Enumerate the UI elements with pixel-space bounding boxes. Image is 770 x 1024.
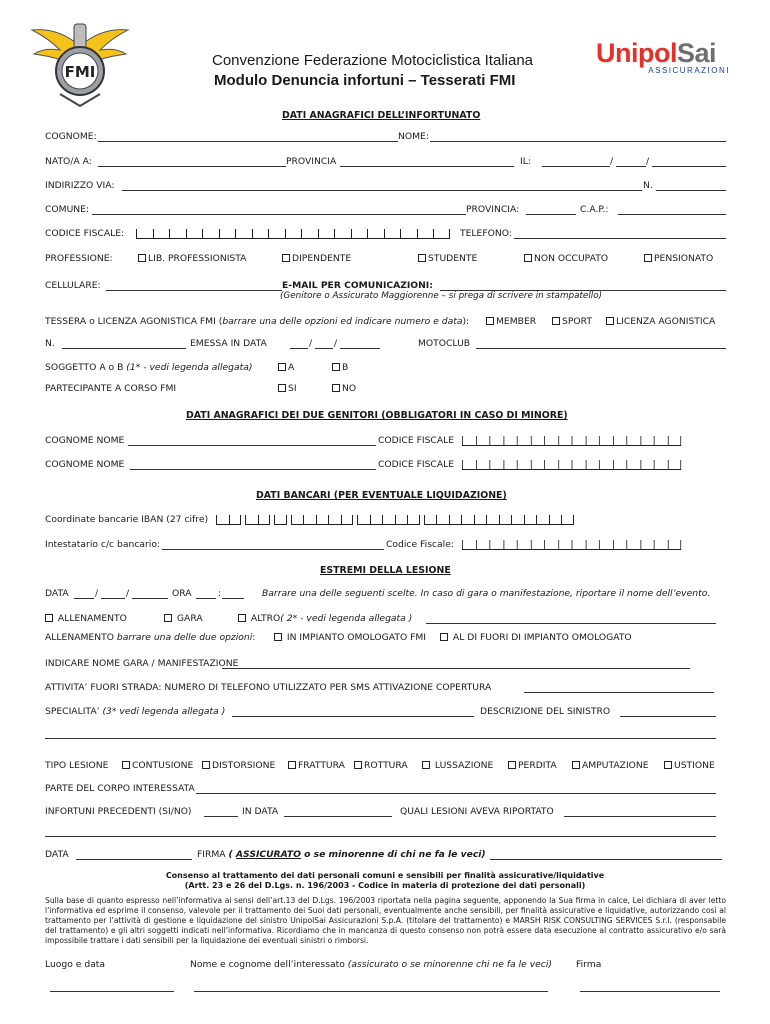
checkbox-icon[interactable]: [486, 317, 494, 325]
cap-field[interactable]: [618, 214, 726, 215]
provincia-field[interactable]: [340, 166, 514, 167]
label-genitore-1-cf: CODICE FISCALE: [378, 435, 455, 446]
firma-note-open: (: [228, 849, 236, 860]
checkbox-icon[interactable]: [274, 633, 282, 641]
choice-option-gara[interactable]: [164, 613, 203, 624]
section-heading-bancari: DATI BANCARI (PER EVENTUALE LIQUIDAZIONE): [256, 490, 507, 501]
option-label: FRATTURA: [298, 760, 345, 771]
label-banca-cf: Codice Fiscale:: [386, 539, 454, 550]
brand-name: UnipolSai: [596, 38, 717, 68]
option-label: ALTRO: [250, 613, 281, 624]
checkbox-icon[interactable]: [644, 254, 652, 262]
label-nome-interessato: Nome e cognome dell’interessato: [190, 959, 348, 970]
option-label: DIPENDENTE: [292, 253, 352, 264]
section-heading-genitori: DATI ANAGRAFICI DEI DUE GENITORI (OBBLIGATORI IN CASO DI MINORE): [186, 410, 568, 421]
precedenti-field[interactable]: [204, 816, 238, 817]
checkbox-icon[interactable]: [664, 761, 672, 769]
descrizione-field[interactable]: [620, 716, 716, 717]
soggetto-note: (1* - vedi legenda allegata): [126, 362, 253, 373]
label-firma-interessato: Firma: [576, 959, 602, 970]
nome-interessato-note: (assicurato o se minorenne chi ne fa le veci): [347, 959, 552, 970]
checkbox-icon[interactable]: [440, 633, 448, 641]
checkbox-icon[interactable]: [508, 761, 516, 769]
option-label: USTIONE: [674, 760, 715, 771]
impianto-option-fuori[interactable]: [440, 632, 632, 643]
firma-row: [197, 849, 486, 860]
option-label: PENSIONATO: [654, 253, 714, 264]
label-genitore-2: COGNOME NOME: [45, 459, 125, 470]
motoclub-field[interactable]: [476, 348, 726, 349]
altro-note: ( 2* - vedi legenda allegata ): [280, 613, 413, 624]
iban-group[interactable]: [291, 515, 354, 528]
specialita-note: (3* vedi legenda allegata ): [102, 706, 226, 717]
tipo-option-lussazione[interactable]: [422, 760, 493, 771]
partecipante-option-no[interactable]: [332, 383, 356, 394]
email-note: (Genitore o Assicurato Maggiorenne – si prega di scrivere in stampatello): [280, 291, 603, 301]
tipo-option-amputazione[interactable]: [572, 760, 649, 771]
prof-option-pensionato[interactable]: [644, 253, 713, 264]
tipo-option-contusione[interactable]: [122, 760, 193, 771]
checkbox-icon[interactable]: [138, 254, 146, 262]
codice-fiscale-boxes[interactable]: [136, 229, 450, 242]
nome-field[interactable]: [430, 141, 726, 142]
checkbox-icon[interactable]: [524, 254, 532, 262]
descrizione-field-2[interactable]: [45, 738, 716, 739]
cellulare-field[interactable]: [106, 290, 282, 291]
checkbox-icon[interactable]: [332, 384, 340, 392]
tessera-row: [45, 316, 469, 327]
option-label: PERDITA: [518, 760, 557, 771]
label-comune: COMUNE:: [45, 204, 90, 215]
quali-lesioni-field[interactable]: [564, 816, 716, 817]
form-title: Convenzione Federazione Motociclistica Italiana: [212, 52, 534, 69]
option-label: A: [288, 362, 295, 373]
indirizzo-field[interactable]: [122, 190, 642, 191]
option-label: LICENZA AGONISTICA: [616, 316, 716, 327]
label-provincia-2: PROVINCIA:: [466, 204, 520, 215]
option-label: MEMBER: [496, 316, 537, 327]
checkbox-icon[interactable]: [552, 317, 560, 325]
option-label: NO: [342, 383, 357, 394]
tipo-option-distorsione[interactable]: [202, 760, 275, 771]
choice-option-altro[interactable]: [238, 613, 412, 624]
intestatario-field[interactable]: [162, 549, 384, 550]
firma-note-assicurato: ASSICURATO: [235, 849, 301, 860]
label-soggetto: SOGGETTO A o B: [45, 362, 127, 373]
iban-group[interactable]: [274, 515, 287, 528]
prof-option-non-occupato[interactable]: [524, 253, 608, 264]
label-attivita: ATTIVITA’ FUORI STRADA: NUMERO DI TELEFONO UTILIZZATO PER SMS ATTIVAZIONE COPERTURA: [45, 682, 492, 693]
choice-option-allenamento[interactable]: [45, 613, 127, 624]
checkbox-icon[interactable]: [278, 363, 286, 371]
option-label: DISTORSIONE: [212, 760, 276, 771]
fmi-logo: [30, 16, 130, 108]
nato-field[interactable]: [98, 166, 286, 167]
option-label: IN IMPIANTO OMOLOGATO FMI: [286, 632, 427, 643]
data-month-field[interactable]: [101, 598, 125, 599]
option-label: B: [342, 362, 349, 373]
option-label: SI: [288, 383, 297, 394]
tessera-numero-field[interactable]: [62, 348, 186, 349]
label-nome-gara: INDICARE NOME GARA / MANIFESTAZIONE: [45, 658, 239, 669]
consenso-body: Sulla base di quanto espresso nell’informativa ai sensi dell’art.13 del D.Lgs. 196/2003 riportata nella pagina seguente, apponendo la Sua firma in calce, Lei dichiara di aver letto l’informativa ed esprime il consenso, valevole per il trattamento dei Suoi dati personali, eventualmente anche sensibili, per finalità assicurative e liquidative, autorizzando così al trattamento per l’attività di gestione e liquidazione del sinistro UnipolSai Assicurazioni S.p.A. (titolare del trattamento) e MARSH RISK CONSULTING SERVICES S.r.l. (responsabile del trattamento) e gli altri soggetti indicati nell’informativa. Ricordiamo che in mancanza di questo consenso non potrà essere data esecuzione al contratto assicurativo e/o sarà impossibile trattare i dati sensibili per la liquidazione dei eventuali sinistri o rimborsi.: [45, 896, 726, 945]
banca-cf-boxes[interactable]: [462, 540, 681, 553]
attivita-telefono-field[interactable]: [524, 692, 714, 693]
checkbox-icon[interactable]: [202, 761, 210, 769]
label-email: E-MAIL PER COMUNICAZIONI:: [282, 280, 433, 291]
il-separator-1: /: [610, 156, 614, 167]
label-indirizzo: INDIRIZZO VIA:: [45, 180, 115, 191]
iban-group[interactable]: [357, 515, 420, 528]
checkbox-icon[interactable]: [288, 761, 296, 769]
label-tessera: TESSERA o LICENZA AGONISTICA FMI (: [45, 316, 223, 327]
option-label: LIB. PROFESSIONISTA: [148, 253, 247, 264]
altro-field[interactable]: [426, 623, 716, 624]
checkbox-icon[interactable]: [606, 317, 614, 325]
section-heading-infortunato: DATI ANAGRAFICI DELL’INFORTUNATO: [282, 110, 481, 121]
option-label: GARA: [176, 613, 203, 624]
specialita-field[interactable]: [232, 716, 474, 717]
label-genitore-1: COGNOME NOME: [45, 435, 125, 446]
iban-group[interactable]: [216, 515, 241, 528]
label-n: N.: [45, 338, 55, 349]
checkbox-icon[interactable]: [238, 614, 246, 622]
tessera-option-licenza[interactable]: [606, 316, 715, 327]
data-year-field[interactable]: [132, 598, 168, 599]
label-quali-lesioni: QUALI LESIONI AVEVA RIPORTATO: [400, 806, 554, 817]
label-cap: C.A.P.:: [580, 204, 609, 215]
nome-interessato-row: [190, 959, 552, 970]
label-genitore-2-cf: CODICE FISCALE: [378, 459, 455, 470]
firma-interessato-field[interactable]: [580, 991, 720, 992]
emessa-separator-1: /: [309, 338, 313, 349]
form-subtitle: Modulo Denuncia infortuni – Tesserati FMI: [214, 72, 516, 89]
allenamento-row: [45, 632, 255, 643]
brand-tag: ASSICURAZIONI: [648, 66, 730, 75]
parte-corpo-field[interactable]: [196, 793, 716, 794]
ora-hour-field[interactable]: [196, 598, 216, 599]
iban-group[interactable]: [424, 515, 574, 528]
label-luogo-data: Luogo e data: [45, 959, 106, 970]
label-telefono: TELEFONO:: [460, 228, 512, 239]
ora-separator: :: [218, 588, 222, 599]
allenamento-colon: :: [252, 632, 256, 643]
option-label: ALLENAMENTO: [57, 613, 127, 624]
prof-option-lib[interactable]: [138, 253, 246, 264]
iban-boxes[interactable]: [216, 515, 578, 528]
consenso-subtitle: (Artt. 23 e 26 del D.Lgs. n. 196/2003 - Codice in materia di protezione dei dati personali): [184, 881, 586, 890]
label-precedenti: INFORTUNI PRECEDENTI (SI/NO): [45, 806, 192, 817]
option-label: LUSSAZIONE: [434, 760, 494, 771]
data-firma-field[interactable]: [76, 859, 192, 860]
tessera-option-sport[interactable]: [552, 316, 592, 327]
label-allenamento: ALLENAMENTO: [45, 632, 117, 643]
checkbox-icon[interactable]: [422, 761, 430, 769]
svg-text:FMI: FMI: [64, 63, 96, 81]
checkbox-icon[interactable]: [572, 761, 580, 769]
option-label: ROTTURA: [364, 760, 408, 771]
soggetto-option-a[interactable]: [278, 362, 294, 373]
label-provincia: PROVINCIA: [286, 156, 337, 167]
label-motoclub: MOTOCLUB: [418, 338, 471, 349]
option-label: SPORT: [562, 316, 592, 327]
checkbox-icon[interactable]: [45, 614, 53, 622]
nome-interessato-field[interactable]: [194, 991, 548, 992]
checkbox-icon[interactable]: [332, 363, 340, 371]
label-ora: ORA: [172, 588, 192, 599]
label-iban: Coordinate bancarie IBAN (27 cifre): [45, 514, 209, 525]
genitore-1-field[interactable]: [128, 445, 376, 446]
label-parte-corpo: PARTE DEL CORPO INTERESSATA: [45, 783, 195, 794]
checkbox-icon[interactable]: [354, 761, 362, 769]
option-label: NON OCCUPATO: [534, 253, 609, 264]
iban-group[interactable]: [245, 515, 270, 528]
label-firma: FIRMA: [197, 849, 229, 860]
label-data-firma: DATA: [45, 849, 69, 860]
quali-lesioni-field-2[interactable]: [45, 836, 716, 837]
il-month-field[interactable]: [616, 166, 646, 167]
firma-field[interactable]: [490, 859, 722, 860]
in-data-field[interactable]: [284, 816, 392, 817]
emessa-day-field[interactable]: [290, 348, 308, 349]
soggetto-option-b[interactable]: [332, 362, 348, 373]
numero-field[interactable]: [656, 190, 726, 191]
label-intestatario: Intestatario c/c bancario:: [45, 539, 161, 550]
label-descrizione: DESCRIZIONE DEL SINISTRO: [480, 706, 611, 717]
tipo-option-perdita[interactable]: [508, 760, 557, 771]
label-professione: PROFESSIONE:: [45, 253, 113, 264]
emessa-separator-2: /: [334, 338, 338, 349]
tipo-option-rottura[interactable]: [354, 760, 408, 771]
checkbox-icon[interactable]: [164, 614, 172, 622]
section-heading-lesione: ESTREMI DELLA LESIONE: [320, 565, 451, 576]
label-nato: NATO/A A:: [45, 156, 92, 167]
tessera-option-member[interactable]: [486, 316, 536, 327]
option-label: STUDENTE: [428, 253, 478, 264]
firma-note-rest: o se minorenne di chi ne fa le veci): [300, 849, 486, 860]
tessera-note: barrare una delle opzioni ed indicare numero e data: [222, 316, 463, 327]
label-il: IL:: [520, 156, 531, 167]
nome-gara-field[interactable]: [222, 668, 690, 669]
tipo-option-frattura[interactable]: [288, 760, 345, 771]
emessa-month-field[interactable]: [315, 348, 333, 349]
allenamento-note: barrare una delle due opzioni: [116, 632, 253, 643]
luogo-data-field[interactable]: [50, 991, 174, 992]
genitore-2-cf-boxes[interactable]: [462, 460, 681, 473]
partecipante-option-si[interactable]: [278, 383, 297, 394]
emessa-year-field[interactable]: [340, 348, 380, 349]
label-numero: N.: [643, 180, 653, 191]
checkbox-icon[interactable]: [282, 254, 290, 262]
unipolsai-logo: [596, 38, 730, 84]
label-data: DATA: [45, 588, 69, 599]
label-partecipante: PARTECIPANTE A CORSO FMI: [45, 383, 177, 394]
checkbox-icon[interactable]: [278, 384, 286, 392]
data-separator-2: /: [126, 588, 130, 599]
label-nome: NOME:: [398, 131, 429, 142]
telefono-field[interactable]: [514, 238, 726, 239]
data-day-field[interactable]: [74, 598, 94, 599]
barrare-note: Barrare una delle seguenti scelte. In caso di gara o manifestazione, riportare il nome dell’evento.: [262, 588, 711, 599]
tipo-option-ustione[interactable]: [664, 760, 715, 771]
data-separator-1: /: [95, 588, 99, 599]
label-specialita: SPECIALITA’: [45, 706, 103, 717]
impianto-option-omologato[interactable]: [274, 632, 426, 643]
il-separator-2: /: [646, 156, 650, 167]
provincia-2-field[interactable]: [526, 214, 576, 215]
checkbox-icon[interactable]: [418, 254, 426, 262]
ora-minute-field[interactable]: [222, 598, 244, 599]
label-cognome: COGNOME:: [45, 131, 97, 142]
label-cellulare: CELLULARE:: [45, 280, 101, 291]
cognome-field[interactable]: [98, 141, 398, 142]
comune-field[interactable]: [92, 214, 466, 215]
il-day-field[interactable]: [542, 166, 610, 167]
option-label: AMPUTAZIONE: [582, 760, 649, 771]
label-emessa: EMESSA IN DATA: [190, 338, 267, 349]
tessera-end: ):: [462, 316, 470, 327]
label-in-data: IN DATA: [242, 806, 279, 817]
soggetto-row: [45, 362, 252, 373]
checkbox-icon[interactable]: [122, 761, 130, 769]
il-year-field[interactable]: [652, 166, 726, 167]
prof-option-studente[interactable]: [418, 253, 477, 264]
label-codice-fiscale: CODICE FISCALE:: [45, 228, 125, 239]
specialita-row: [45, 706, 225, 717]
consenso-title: Consenso al trattamento dei dati personali comuni e sensibili per finalità assicurative/liquidative: [165, 871, 605, 880]
genitore-1-cf-boxes[interactable]: [462, 436, 681, 449]
prof-option-dipendente[interactable]: [282, 253, 351, 264]
label-tipo-lesione: TIPO LESIONE: [45, 760, 109, 771]
option-label: AL DI FUORI DI IMPIANTO OMOLOGATO: [452, 632, 632, 643]
genitore-2-field[interactable]: [130, 469, 376, 470]
option-label: CONTUSIONE: [132, 760, 194, 771]
